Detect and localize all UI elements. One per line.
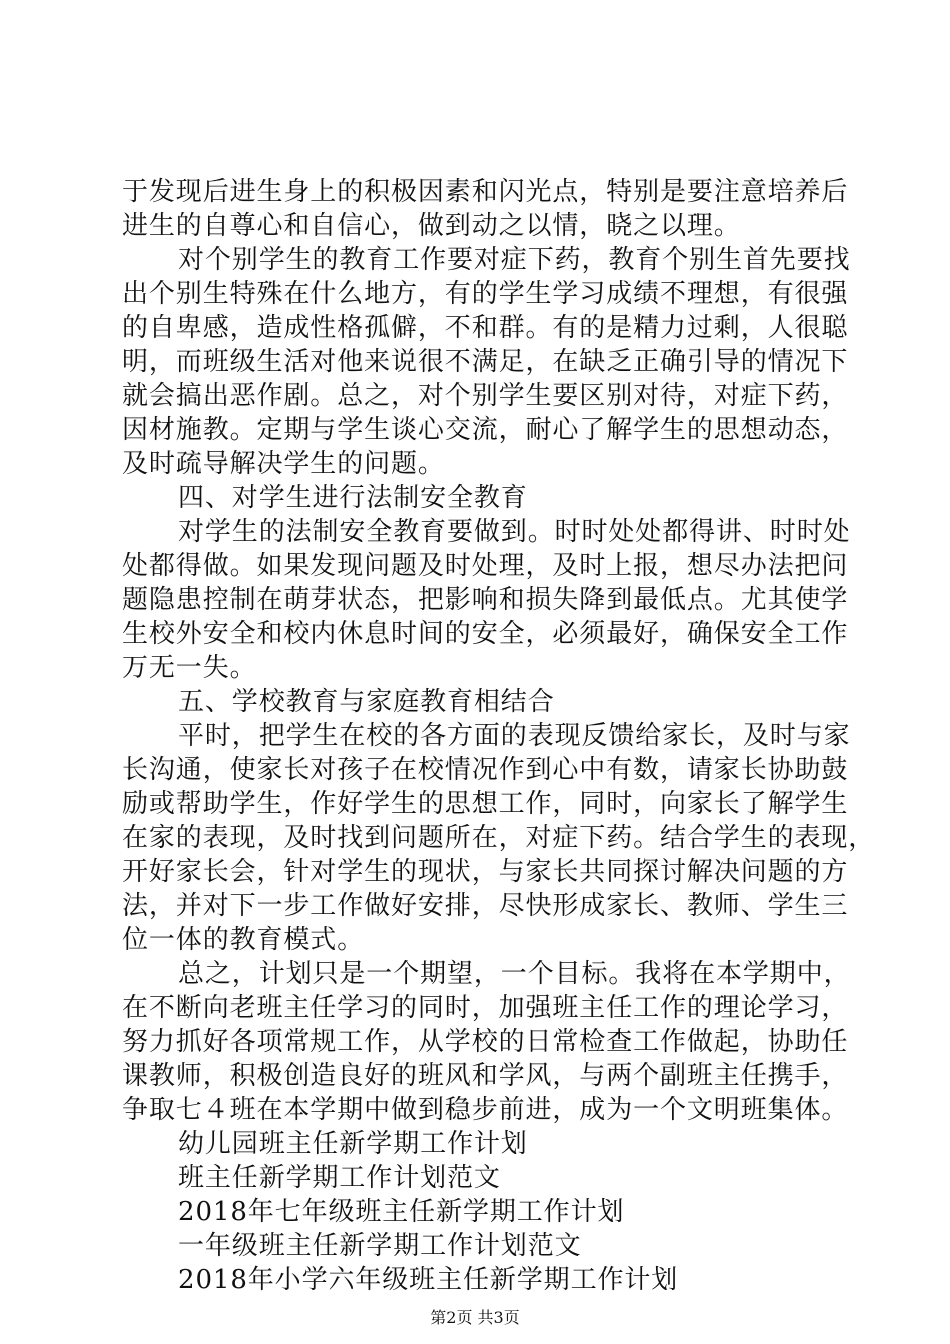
body-text-line: 在不断向老班主任学习的同时，加强班主任工作的理论学习， bbox=[122, 993, 849, 1023]
body-text-line: 进生的自尊心和自信心，做到动之以情，晓之以理。 bbox=[122, 211, 741, 241]
body-text-line: 法，并对下一步工作做好安排，尽快形成家长、教师、学生三 bbox=[122, 891, 849, 921]
related-article-link[interactable]: 一年级班主任新学期工作计划范文 bbox=[178, 1231, 582, 1261]
body-text-line: 励或帮助学生，作好学生的思想工作，同时，向家长了解学生 bbox=[122, 789, 849, 819]
body-text-line: 因材施教。定期与学生谈心交流，耐心了解学生的思想动态， bbox=[122, 415, 849, 445]
paragraph-start-line: 对学生的法制安全教育要做到。时时处处都得讲、时时处 bbox=[178, 517, 851, 547]
body-text-line: 及时疏导解决学生的问题。 bbox=[122, 449, 445, 479]
body-text-line: 长沟通，使家长对孩子在校情况作到心中有数，请家长协助鼓 bbox=[122, 755, 849, 785]
body-text-line: 生校外安全和校内休息时间的安全，必须最好，确保安全工作 bbox=[122, 619, 849, 649]
related-article-link[interactable]: 班主任新学期工作计划范文 bbox=[178, 1163, 501, 1193]
body-text-line: 就会搞出恶作剧。总之，对个别学生要区别对待，对症下药， bbox=[122, 381, 849, 411]
body-text-line: 明，而班级生活对他来说很不满足，在缺乏正确引导的情况下 bbox=[122, 347, 849, 377]
body-text-line: 努力抓好各项常规工作，从学校的日常检查工作做起，协助任 bbox=[122, 1027, 849, 1057]
body-text-line: 开好家长会，针对学生的现状，与家长共同探讨解决问题的方 bbox=[122, 857, 849, 887]
related-article-link[interactable]: 幼儿园班主任新学期工作计划 bbox=[178, 1129, 528, 1159]
paragraph-start-line: 对个别学生的教育工作要对症下药，教育个别生首先要找 bbox=[178, 245, 851, 275]
body-text-line: 的自卑感，造成性格孤僻，不和群。有的是精力过剩，人很聪 bbox=[122, 313, 849, 343]
section-heading: 五、学校教育与家庭教育相结合 bbox=[178, 687, 555, 717]
body-text-line: 课教师，积极创造良好的班风和学风，与两个副班主任携手， bbox=[122, 1061, 849, 1091]
section-heading: 四、对学生进行法制安全教育 bbox=[178, 483, 528, 513]
body-text-line: 题隐患控制在萌芽状态，把影响和损失降到最低点。尤其使学 bbox=[122, 585, 849, 615]
page-number-footer: 第2页 共3页 bbox=[430, 1308, 520, 1327]
body-text-line: 争取七４班在本学期中做到稳步前进，成为一个文明班集体。 bbox=[122, 1095, 849, 1125]
body-text-line: 处都得做。如果发现问题及时处理，及时上报，想尽办法把问 bbox=[122, 551, 849, 581]
body-text-line: 在家的表现，及时找到问题所在，对症下药。结合学生的表现， bbox=[122, 823, 876, 853]
related-article-link[interactable]: 2018年七年级班主任新学期工作计划 bbox=[178, 1197, 625, 1227]
paragraph-start-line: 总之，计划只是一个期望，一个目标。我将在本学期中， bbox=[178, 959, 851, 989]
body-text-line: 万无一失。 bbox=[122, 653, 257, 683]
body-text-line: 位一体的教育模式。 bbox=[122, 925, 365, 955]
body-text-line: 于发现后进生身上的积极因素和闪光点，特别是要注意培养后 bbox=[122, 177, 849, 207]
paragraph-start-line: 平时，把学生在校的各方面的表现反馈给家长，及时与家 bbox=[178, 721, 851, 751]
related-article-link[interactable]: 2018年小学六年级班主任新学期工作计划 bbox=[178, 1265, 679, 1295]
body-text-line: 出个别生特殊在什么地方，有的学生学习成绩不理想，有很强 bbox=[122, 279, 849, 309]
